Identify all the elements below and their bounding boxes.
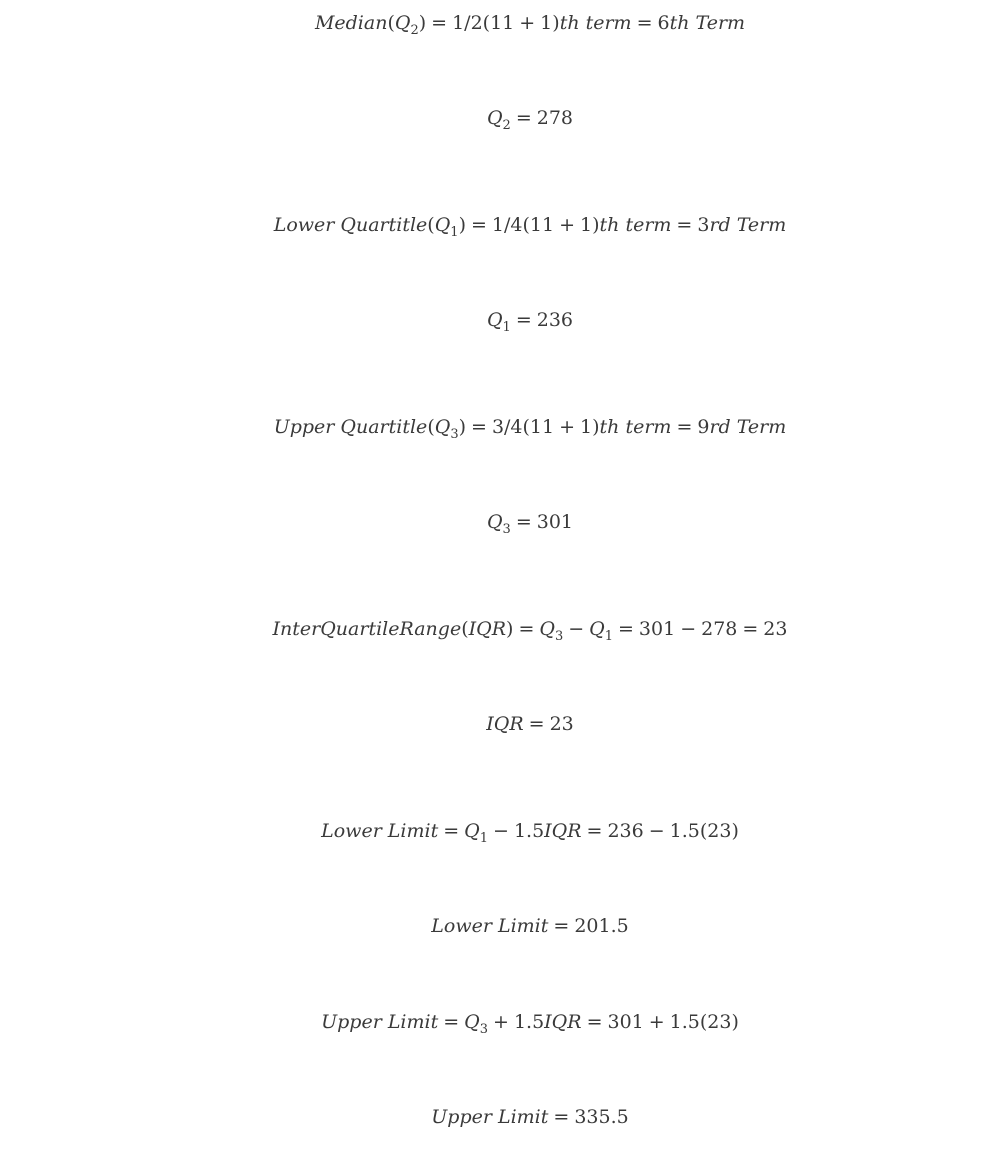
equation-term: Q	[486, 107, 503, 129]
equation-term: =	[528, 713, 545, 735]
equation-term: IQR	[544, 820, 582, 842]
equation-term: IQR	[468, 618, 507, 640]
equation-upper-quartile-value	[0, 509, 998, 538]
equation-term: 1/4(11	[491, 214, 555, 236]
equation-term: th term	[559, 12, 632, 34]
equation-term: th Term	[669, 12, 746, 34]
equation-term: =	[676, 416, 693, 438]
equation-term: Q	[464, 1011, 480, 1033]
equation-term: =	[431, 12, 448, 34]
equation-upper-limit-value	[0, 1104, 998, 1130]
equation-term: =	[443, 820, 460, 842]
equation-term: 236	[536, 309, 574, 331]
equation-term: 278	[536, 107, 574, 129]
equation-term: InterQuartileRange	[272, 618, 462, 640]
equation-term: 23	[763, 618, 788, 640]
equation-term: Upper Limit	[321, 1011, 439, 1033]
equation-term: 335.5	[574, 1106, 629, 1128]
equation-lower-quartile-def	[0, 212, 998, 241]
equation-term: +	[493, 1011, 509, 1033]
equation-term: Lower Limit	[321, 820, 439, 842]
equation-term: +	[648, 1011, 665, 1033]
equation-term: Q	[394, 12, 411, 34]
equation-iqr-def	[0, 616, 998, 645]
equation-term: 9	[697, 416, 710, 438]
equation-upper-quartile-def	[0, 414, 998, 443]
equation-term: +	[519, 12, 536, 34]
equation-term: (	[427, 214, 435, 236]
equation-term: IQR	[544, 1011, 582, 1033]
equation-term: 1/2(11	[452, 12, 515, 34]
equation-term: =	[636, 12, 653, 34]
equation-term: Q	[434, 416, 451, 438]
equation-term: =	[676, 214, 693, 236]
equation-term: =	[518, 618, 535, 640]
equation-term: (	[427, 416, 435, 438]
equation-term: 1)	[580, 416, 600, 438]
equation-term: =	[443, 1011, 460, 1033]
equation-term: 3	[697, 214, 710, 236]
equation-term: =	[553, 915, 570, 937]
equation-term: )	[458, 416, 467, 438]
equation-term: 301	[638, 618, 676, 640]
equation-term: Upper Limit	[431, 1106, 549, 1128]
equation-term: 3	[450, 427, 459, 442]
equation-term: =	[471, 416, 487, 438]
equation-term: +	[559, 416, 576, 438]
equation-term: 1	[479, 831, 489, 846]
equation-term: 1.5	[513, 820, 545, 842]
equation-term: =	[618, 618, 634, 640]
equation-term: =	[471, 214, 487, 236]
equation-term: th term	[599, 214, 672, 236]
equation-iqr-value	[0, 711, 998, 737]
equation-term: 2	[502, 118, 511, 133]
equation-term: 1	[450, 225, 459, 240]
equation-term: =	[586, 1011, 603, 1033]
equation-term: Q	[464, 820, 480, 842]
equation-term: 201.5	[574, 915, 629, 937]
equation-upper-limit-def	[0, 1009, 998, 1038]
equation-term: 1.5(23)	[669, 820, 739, 842]
equation-lower-limit-value	[0, 913, 998, 939]
equation-term: Q	[589, 618, 605, 640]
equation-term: =	[742, 618, 759, 640]
equation-term: (	[387, 12, 395, 34]
equation-term: Median	[314, 12, 388, 34]
equation-term: Q	[486, 511, 503, 533]
equation-term: 278	[701, 618, 738, 640]
equation-term: rd Term	[709, 214, 787, 236]
equation-term: =	[515, 511, 532, 533]
equation-term: 3	[554, 629, 564, 644]
equation-term: 3	[502, 522, 511, 537]
equation-term: th term	[599, 416, 672, 438]
equation-term: 1	[604, 629, 613, 644]
equation-term: 3/4(11	[491, 416, 555, 438]
equation-term: Lower Limit	[431, 915, 549, 937]
equation-term: 2	[410, 23, 419, 38]
equation-term: 23	[549, 713, 574, 735]
equation-term: Lower Quartitle	[273, 214, 428, 236]
equation-term: Q	[486, 309, 503, 331]
equation-term: )	[418, 12, 427, 34]
equation-term: −	[648, 820, 665, 842]
equation-term: (	[461, 618, 469, 640]
equation-term: −	[680, 618, 697, 640]
equation-median-def	[0, 10, 998, 39]
equation-term: −	[493, 820, 509, 842]
equation-term: 3	[479, 1022, 489, 1037]
equation-term: 1	[502, 320, 511, 335]
equation-term: 1)	[580, 214, 600, 236]
equation-term: rd Term	[709, 416, 787, 438]
equation-median-value	[0, 105, 998, 134]
equation-term: =	[586, 820, 603, 842]
equation-term: 1.5(23)	[669, 1011, 739, 1033]
equation-term: 1)	[540, 12, 560, 34]
equation-term: =	[553, 1106, 570, 1128]
equation-term: )	[458, 214, 466, 236]
equation-term: Q	[434, 214, 451, 236]
equation-term: =	[515, 107, 532, 129]
equation-lower-quartile-value	[0, 307, 998, 336]
equation-term: 236	[607, 820, 644, 842]
equation-term: )	[506, 618, 514, 640]
equation-term: +	[559, 214, 576, 236]
equation-term: 1.5	[513, 1011, 545, 1033]
equation-term: 301	[607, 1011, 644, 1033]
equation-term: =	[515, 309, 532, 331]
equation-lower-limit-def	[0, 818, 998, 847]
equation-term: Q	[539, 618, 555, 640]
equation-term: −	[568, 618, 585, 640]
equation-term: 301	[536, 511, 574, 533]
equation-term: IQR	[486, 713, 524, 735]
equation-term: 6	[657, 12, 670, 34]
equation-term: Upper Quartitle	[273, 416, 428, 438]
